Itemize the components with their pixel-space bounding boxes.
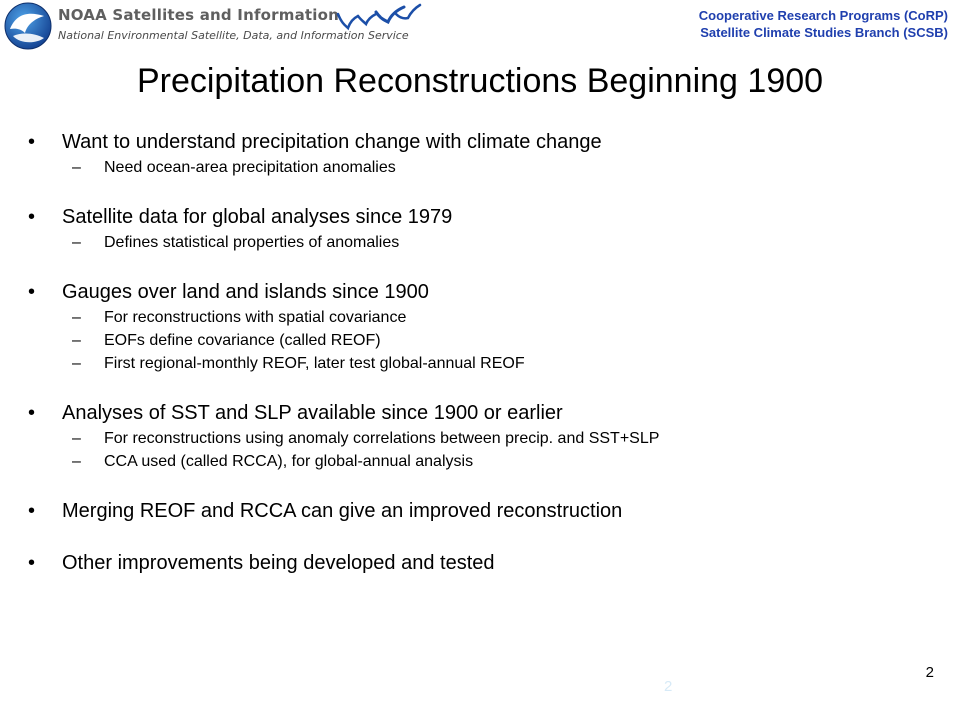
dash-glyph: – [72, 159, 81, 176]
flying-birds-icon [334, 2, 422, 34]
bullet-list [26, 128, 926, 601]
dash-glyph: – [72, 234, 81, 251]
org-name: NOAA Satellites and Information [58, 6, 340, 24]
bullet-glyph: • [28, 206, 36, 228]
dash-glyph: – [72, 430, 81, 447]
bullet-text: Gauges over land and islands since 1900 [62, 281, 429, 303]
program-line-2: Satellite Climate Studies Branch (SCSB) [700, 25, 948, 40]
page-number-watermark: 2 [664, 678, 673, 695]
sub-bullet-text: For reconstructions using anomaly correlations between precip. and SST+SLP [104, 430, 660, 447]
bullet-text: Want to understand precipitation change with climate change [62, 131, 602, 153]
bullet-text: Analyses of SST and SLP available since 1900 or earlier [62, 402, 563, 424]
bullet-glyph: • [28, 131, 36, 153]
bullet-item [26, 399, 926, 473]
bullet-item [26, 203, 926, 254]
bullet-item [26, 497, 926, 525]
bullet-item [26, 549, 926, 577]
program-info [699, 7, 948, 41]
dash-glyph: – [72, 453, 81, 470]
bullet-glyph: • [28, 402, 36, 424]
bullet-glyph: • [28, 500, 36, 522]
dash-glyph: – [72, 355, 81, 372]
bullet-glyph: • [28, 552, 36, 574]
bullet-text: Satellite data for global analyses since 1979 [62, 206, 453, 228]
bullet-glyph: • [28, 281, 36, 303]
sub-bullet-text: Need ocean-area precipitation anomalies [104, 159, 396, 176]
sub-bullet-text: Defines statistical properties of anomalies [104, 234, 400, 251]
dash-glyph: – [72, 332, 81, 349]
dash-glyph: – [72, 309, 81, 326]
slide-header [0, 0, 960, 56]
bullet-item [26, 128, 926, 179]
sub-bullet-text: First regional-monthly REOF, later test global-annual REOF [104, 355, 525, 372]
program-line-1: Cooperative Research Programs (CoRP) [698, 8, 948, 23]
sub-bullet-text: For reconstructions with spatial covariance [104, 309, 407, 326]
sub-bullet-text: CCA used (called RCCA), for global-annual analysis [104, 453, 474, 470]
org-subtitle: National Environmental Satellite, Data, and Information Service [58, 29, 409, 42]
noaa-logo-icon [4, 2, 52, 50]
sub-bullet-text: EOFs define covariance (called REOF) [104, 332, 381, 349]
page-number: 2 [925, 664, 934, 681]
bullet-item [26, 278, 926, 375]
slide-title: Precipitation Reconstructions Beginning 1900 [136, 62, 824, 100]
bullet-text: Other improvements being developed and tested [62, 552, 495, 574]
bullet-text: Merging REOF and RCCA can give an improved reconstruction [62, 500, 623, 522]
